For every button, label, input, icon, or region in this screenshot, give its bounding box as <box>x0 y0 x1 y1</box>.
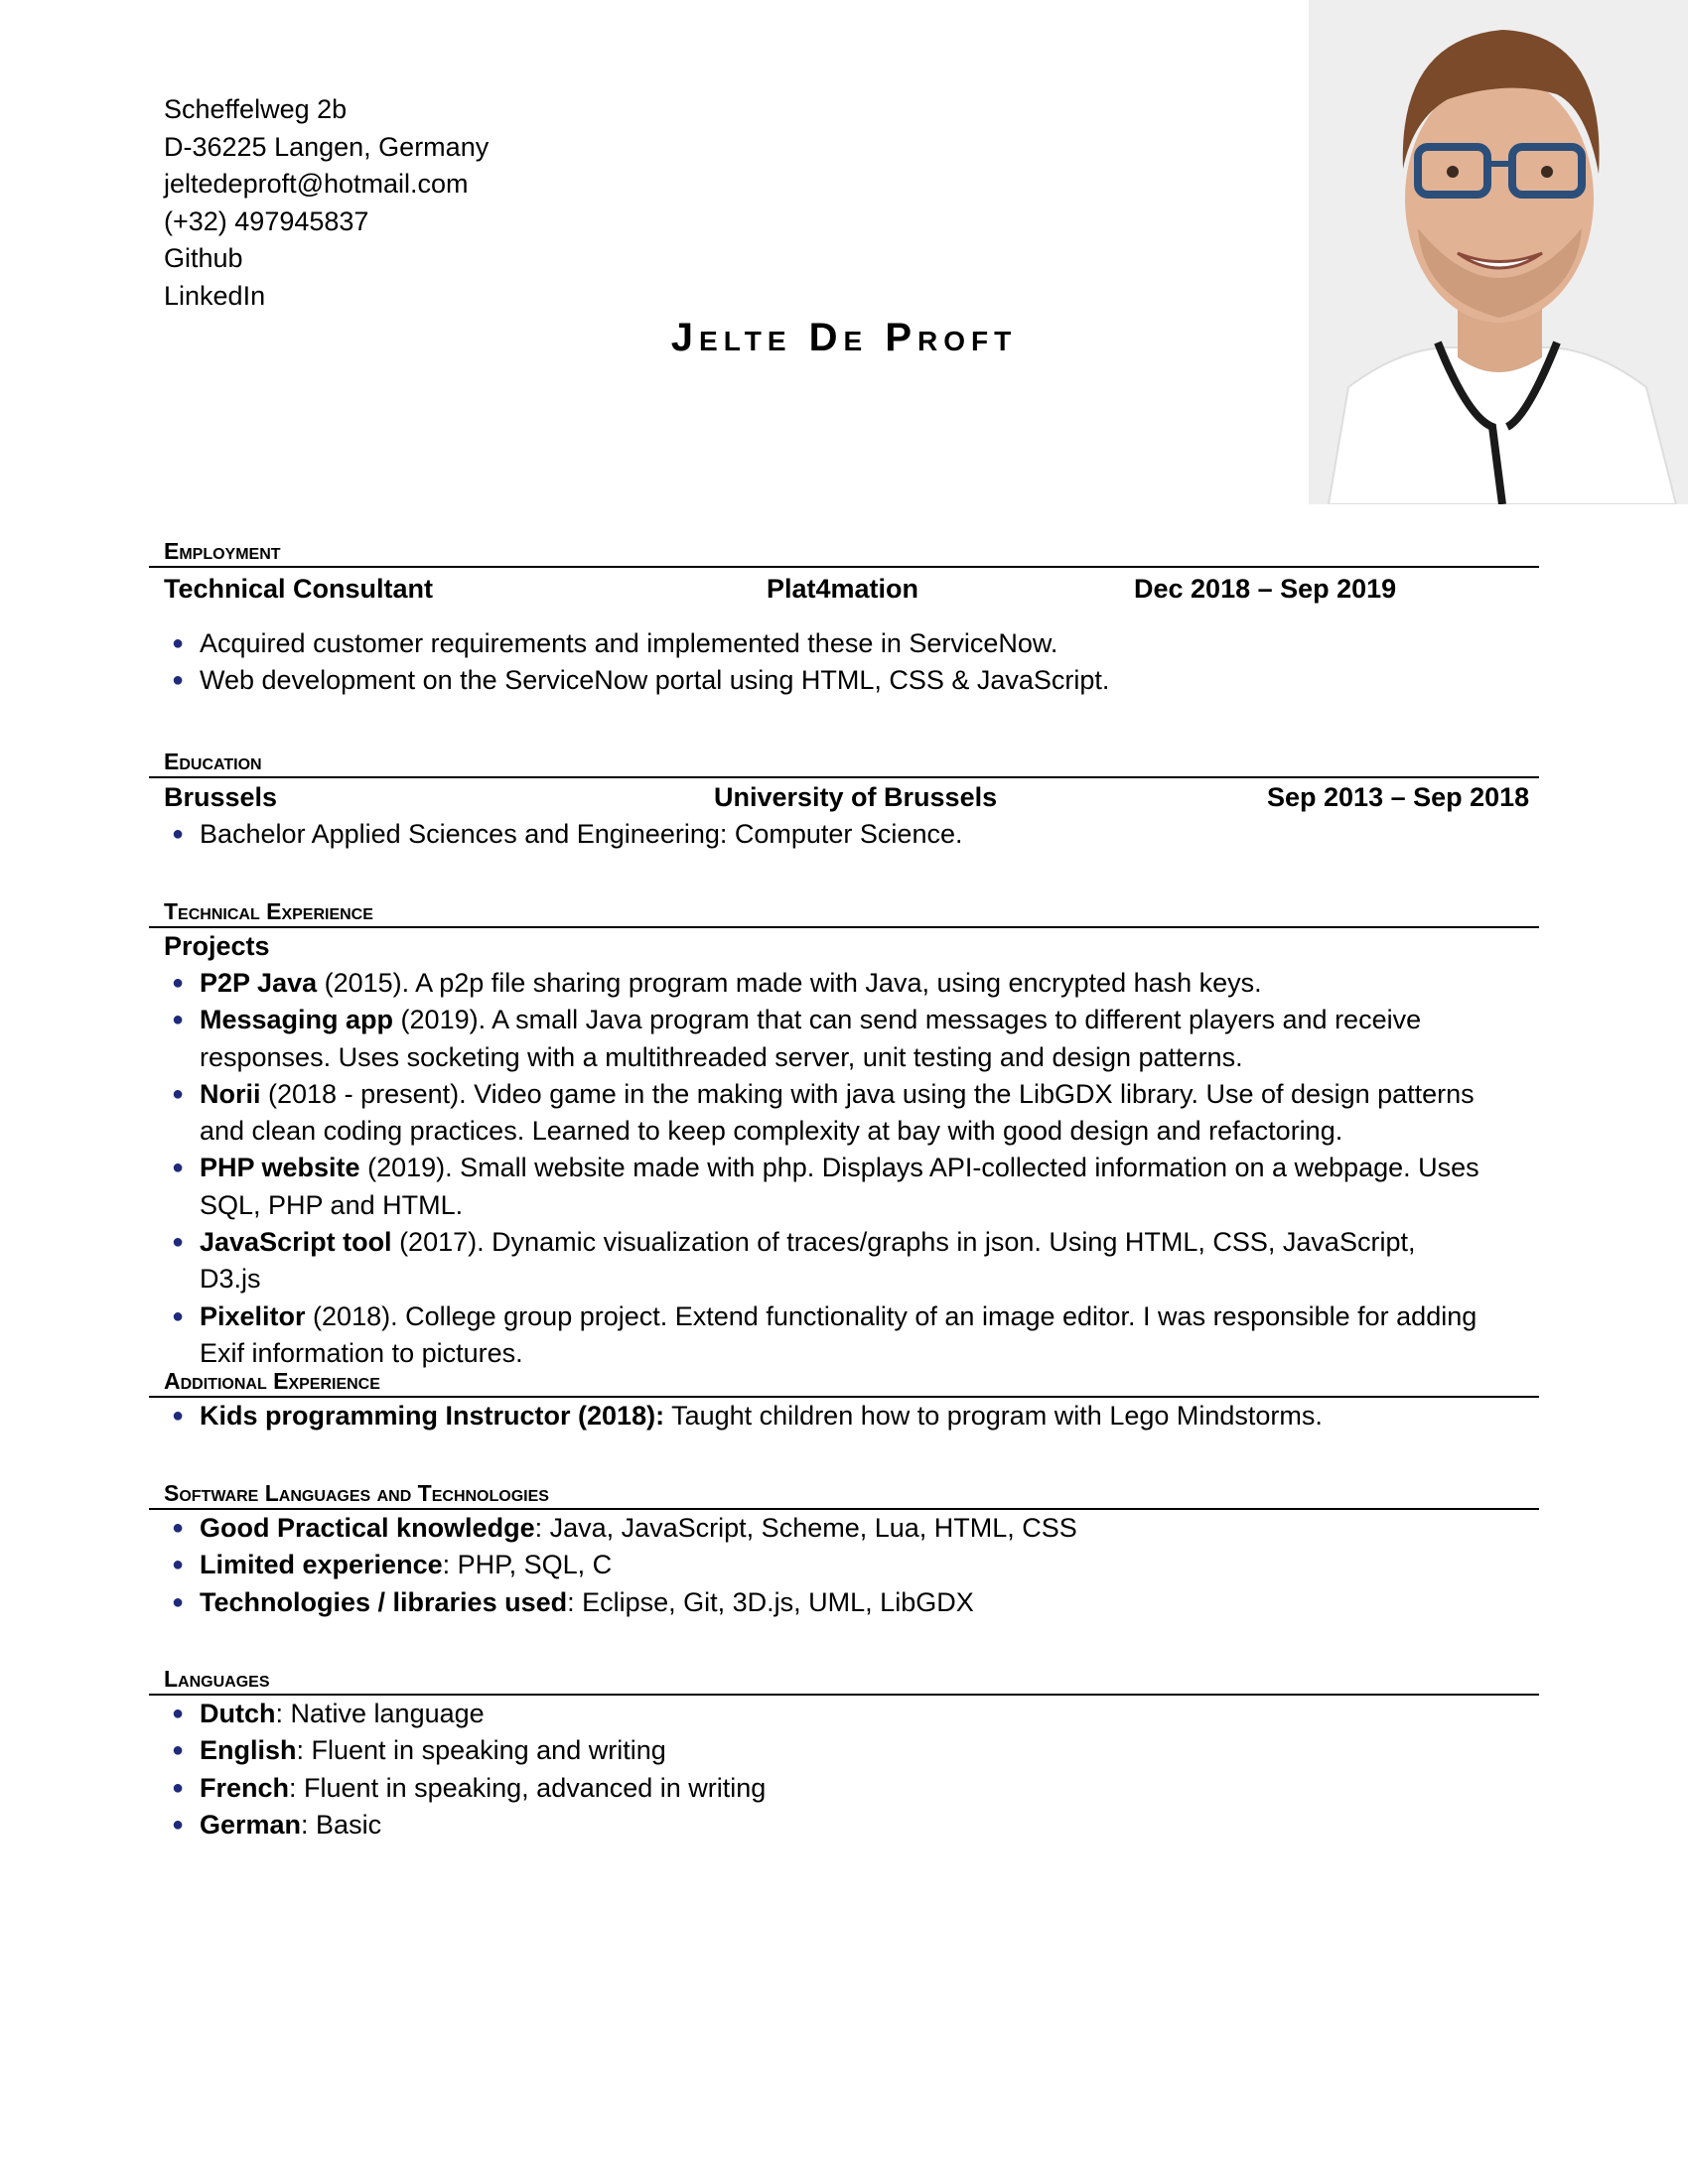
bullet-icon: ● <box>172 632 185 654</box>
bullet-icon: ● <box>172 669 185 692</box>
bullet-icon: ● <box>172 1231 185 1254</box>
software-section <box>149 1478 1539 1621</box>
list-item: ● Limited experience: PHP, SQL, C <box>149 1547 1539 1583</box>
portrait-illustration <box>1309 0 1688 504</box>
list-item: ● Norii (2018 - present). Video game in the making with java using the LibGDX library. Use of design patterns and clean coding practices. Learned to keep complexity at bay with good design and refactoring. <box>149 1076 1539 1151</box>
education-list <box>149 816 1539 853</box>
edu-school: University of Brussels <box>714 782 998 812</box>
projects-list <box>149 965 1539 1372</box>
bullet-icon: ● <box>172 1157 185 1179</box>
bullet-icon: ● <box>172 1739 185 1762</box>
list-item: ● English: Fluent in speaking and writing <box>149 1732 1539 1769</box>
contact-block <box>164 91 489 315</box>
languages-heading: Languages <box>149 1664 1539 1696</box>
bullet-icon: ● <box>172 1517 185 1539</box>
additional-list <box>149 1398 1539 1434</box>
list-item: ● Good Practical knowledge: Java, JavaScript, Scheme, Lua, HTML, CSS <box>149 1510 1539 1547</box>
bullet-icon: ● <box>172 972 185 994</box>
list-item: ● Acquired customer requirements and implemented these in ServiceNow. <box>149 625 1539 662</box>
list-item: ● Web development on the ServiceNow portal using HTML, CSS & JavaScript. <box>149 662 1539 699</box>
languages-list <box>149 1696 1539 1843</box>
edu-location: Brussels <box>164 782 278 812</box>
bullet-icon: ● <box>172 1703 185 1724</box>
contact-phone: (+32) 497945837 <box>164 205 369 236</box>
contact-street: Scheffelweg 2b <box>164 94 348 124</box>
bullet-icon: ● <box>172 823 185 845</box>
list-item: ● German: Basic <box>149 1807 1539 1843</box>
github-link[interactable]: Github <box>164 243 243 273</box>
education-heading: Education <box>149 747 1539 778</box>
employment-section <box>149 536 1539 700</box>
software-list <box>149 1510 1539 1621</box>
bullet-icon: ● <box>172 1009 185 1031</box>
list-item: ● P2P Java (2015). A p2p file sharing program made with Java, using encrypted hash keys. <box>149 965 1539 1002</box>
bullet-icon: ● <box>172 1304 185 1327</box>
list-item: ● Messaging app (2019). A small Java program that can send messages to different players and receive responses. Uses socketing with a multithreaded server, unit testing and design patterns. <box>149 1002 1539 1076</box>
list-item: ● PHP website (2019). Small website made with php. Displays API-collected information on a webpage. Uses SQL, PHP and HTML. <box>149 1150 1539 1224</box>
list-item: ● Kids programming Instructor (2018): Taught children how to program with Lego Mindstorms. <box>149 1398 1539 1434</box>
list-item: ● Dutch: Native language <box>149 1696 1539 1732</box>
linkedin-link[interactable]: LinkedIn <box>164 280 266 311</box>
list-item: ● Bachelor Applied Sciences and Engineering: Computer Science. <box>149 816 1539 853</box>
contact-city: D-36225 Langen, Germany <box>164 131 490 162</box>
edu-dates: Sep 2013 – Sep 2018 <box>1267 782 1530 812</box>
bullet-icon: ● <box>172 1776 185 1799</box>
list-item: ● JavaScript tool (2017). Dynamic visualization of traces/graphs in json. Using HTML, CSS, JavaScript, D3.js <box>149 1224 1539 1298</box>
technical-heading: Technical Experience <box>149 896 1539 928</box>
software-heading: Software Languages and Technologies <box>149 1478 1539 1510</box>
projects-subheading: Projects <box>164 931 270 961</box>
technical-section <box>149 896 1539 1372</box>
contact-email[interactable]: jeltedeproft@hotmail.com <box>164 169 469 199</box>
job-company: Plat4mation <box>767 574 919 604</box>
employment-row <box>149 568 1539 610</box>
education-section <box>149 747 1539 853</box>
additional-heading: Additional Experience <box>149 1366 1539 1398</box>
employment-list <box>149 625 1539 700</box>
bullet-icon: ● <box>172 1554 185 1576</box>
bullet-icon: ● <box>172 1813 185 1836</box>
job-role: Technical Consultant <box>164 574 434 604</box>
languages-section <box>149 1664 1539 1843</box>
bullet-icon: ● <box>172 1590 185 1613</box>
profile-photo <box>1309 0 1688 504</box>
additional-section <box>149 1366 1539 1434</box>
employment-heading: Employment <box>149 536 1539 568</box>
list-item: ● French: Fluent in speaking, advanced in writing <box>149 1770 1539 1807</box>
job-dates: Dec 2018 – Sep 2019 <box>1134 574 1397 604</box>
bullet-icon: ● <box>172 1082 185 1105</box>
education-row <box>149 778 1539 816</box>
resume-name: Jelte De Proft <box>670 316 1018 359</box>
bullet-icon: ● <box>172 1405 185 1427</box>
list-item: ● Technologies / libraries used: Eclipse, Git, 3D.js, UML, LibGDX <box>149 1584 1539 1621</box>
list-item: ● Pixelitor (2018). College group project. Extend functionality of an image editor. I was responsible for adding Exif information to pictures. <box>149 1298 1539 1373</box>
